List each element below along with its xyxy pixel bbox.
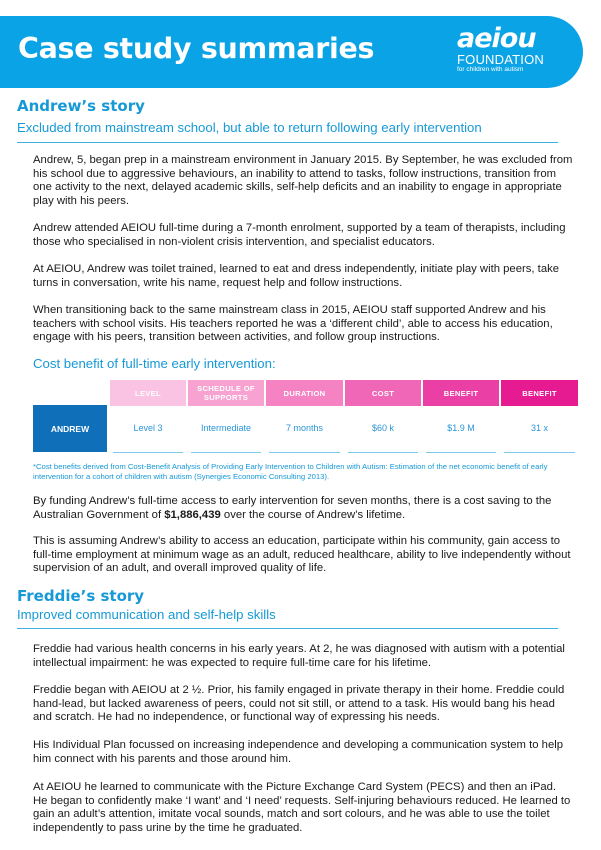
andrew-closing-paragraph: This is assuming Andrew’s ability to access an education, participate within his community, gain access to full-time employment at minimum wage as an adult, reduced healthcare, ability to live independently without supervision of an adult, and overall improved quality of life. [33, 535, 571, 574]
freddie-heading: Freddie’s story [17, 587, 145, 605]
cost-benefit-footnote: *Cost benefits derived from Cost-Benefit Analysis of Providing Early Intervention to Children with Autism: Estimation of the net economic benefit of early intervention for a cohort of children with autism (Synergies Economic Consulting 2013). [33, 462, 548, 481]
table-cell-schedule: Intermediate [200, 423, 252, 433]
table-header-cost: COST [345, 380, 421, 406]
andrew-paragraph-4: When transitioning back to the same mainstream class in 2015, AEIOU staff supported Andrew and his teachers with school visits. His teachers reported he was a ‘different child’, able to access his education, engage with his peers, transition between activities, and follow group instructions. [33, 304, 553, 343]
andrew-saving-paragraph [33, 495, 573, 522]
table-cell-underline [348, 452, 418, 453]
table-cell-level: Level 3 [133, 423, 163, 433]
table-cell-benefit: $1.9 M [447, 423, 475, 433]
cost-benefit-table [33, 380, 578, 455]
cost-benefit-heading: Cost benefit of full-time early intervention: [33, 356, 276, 371]
table-header-benefit: BENEFIT [423, 380, 499, 406]
freddie-paragraph-2: Freddie began with AEIOU at 2 ½. Prior, his family engaged in private therapy in their home. Freddie could hand-lead, but lacked awareness of peers, could not sit still, or attend to a task. His would bang his head and scratch. He had no independence, or functional way of expressing his needs. [33, 684, 565, 723]
logo-foundation: FOUNDATION [457, 52, 544, 67]
logo-wordmark: aeiou [457, 23, 536, 54]
table-cell-underline [191, 452, 261, 453]
table-cell-duration: 7 months [285, 423, 324, 433]
freddie-paragraph-1: Freddie had various health concerns in his early years. At 2, he was diagnosed with autism with a potential intellectual impairment: he was expected to require full-time care for his lifetime. [33, 643, 565, 669]
section-divider [17, 628, 558, 629]
logo-tagline: for children with autism [457, 66, 524, 73]
page-title: Case study summaries [18, 32, 375, 65]
section-divider [17, 142, 558, 143]
aeiou-logo [457, 25, 567, 74]
table-cell-underline [113, 452, 183, 453]
table-cell-underline [426, 452, 496, 453]
saving-amount: $1,886,439 [164, 508, 221, 521]
andrew-subheading: Excluded from mainstream school, but able to return following early intervention [17, 120, 482, 135]
freddie-paragraph-4: At AEIOU he learned to communicate with the Picture Exchange Card System (PECS) and then an iPad. He began to confidently make ‘I want’ and ‘I need’ requests. Self-injuring behaviours reduced. He learned to gain an adult’s attention, imitate vocal sounds, match and sort colours, and he was able to use the toilet independently to pass urine by the time he graduated. [33, 781, 571, 834]
freddie-paragraph-3: His Individual Plan focussed on increasing independence and developing a communication system to help him connect with his parents and those around him. [33, 739, 564, 765]
table-cell-underline [269, 452, 340, 453]
table-cell-cost: $60 k [371, 423, 395, 433]
table-header-level: LEVEL [110, 380, 186, 406]
andrew-paragraph-2: Andrew attended AEIOU full-time during a 7-month enrolment, supported by a team of therapists, including those who specialised in non-violent crisis intervention, and specialist educators. [33, 222, 566, 248]
table-row-label: ANDREW [33, 405, 107, 452]
table-header-benefit-multiple: BENEFIT [501, 380, 578, 406]
freddie-subheading: Improved communication and self-help skills [17, 607, 276, 622]
header-banner [0, 16, 583, 88]
saving-text-pre: By funding Andrew’s full-time access to early intervention for seven months, there is a cost saving to the Australian Government of [33, 495, 552, 521]
table-header-duration: DURATION [266, 380, 343, 406]
andrew-paragraph-3: At AEIOU, Andrew was toilet trained, learned to eat and dress independently, initiate play with peers, take turns in conversation, write his name, request help and follow instructions. [33, 263, 560, 289]
andrew-paragraph-1: Andrew, 5, began prep in a mainstream environment in January 2015. By September, he was excluded from his school due to aggressive behaviours, an inability to attend to tasks, follow instructions, transition from one activity to the next, delayed academic skills, self-help deficits and an inability to engage in appropriate play with his peers. [33, 154, 573, 207]
andrew-heading: Andrew’s story [17, 97, 145, 115]
table-header-schedule: SCHEDULE OF SUPPORTS [188, 380, 264, 406]
table-cell-benefit-multiple: 31 x [530, 423, 548, 433]
table-cell-underline [504, 452, 575, 453]
saving-text-post: over the course of Andrew’s lifetime. [220, 508, 406, 521]
